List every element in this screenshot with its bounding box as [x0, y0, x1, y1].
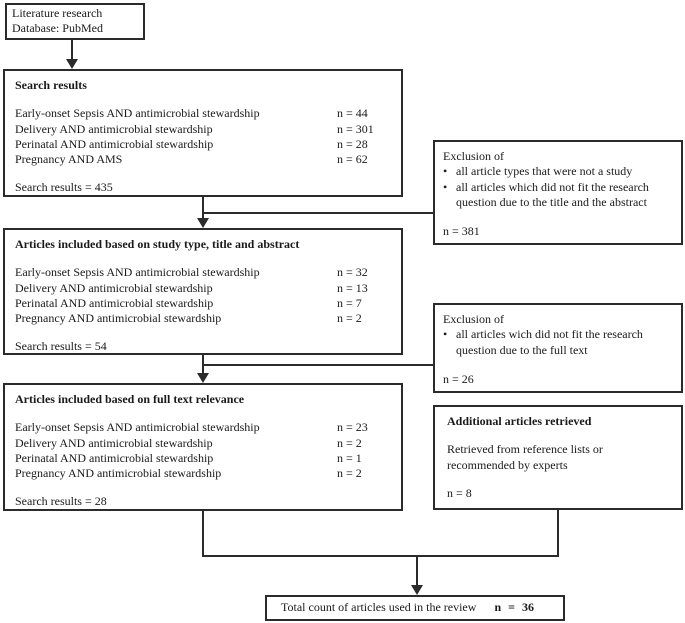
query-count: n = 301 [337, 121, 374, 136]
query-row [15, 265, 393, 280]
additional-articles-box [433, 405, 683, 510]
exclusion-title: Exclusion of [443, 312, 504, 326]
query-label: Perinatal AND antimicrobial stewardship [15, 295, 214, 310]
query-label: Early-onset Sepsis AND antimicrobial stewardship [15, 420, 260, 435]
query-row [15, 281, 393, 296]
additional-articles-body: Retrieved from reference lists or recommended by experts [447, 442, 603, 472]
exclusion-bullet-text: all articles wich did not fit the research question due to the full text [456, 327, 643, 357]
connector-literature-to-search-line [71, 40, 73, 60]
included-title-abstract-summary: Search results = 54 [15, 339, 107, 354]
query-row [15, 466, 393, 481]
exclusion-count: n = 381 [443, 224, 480, 239]
bullet-icon: • [443, 164, 448, 179]
arrow-down-icon [197, 218, 209, 228]
literature-line2: Database: PubMed [12, 21, 103, 36]
query-row [15, 122, 393, 137]
query-row [15, 311, 393, 326]
query-count: n = 2 [337, 466, 362, 481]
query-label: Perinatal AND antimicrobial stewardship [15, 450, 214, 465]
exclusion-count: n = 26 [443, 371, 474, 386]
query-count: n = 28 [337, 136, 368, 151]
query-row [15, 451, 393, 466]
connector-fulltext-down-line [202, 511, 204, 557]
literature-research-box [5, 3, 145, 40]
query-row [15, 420, 393, 435]
query-label: Delivery AND antimicrobial stewardship [15, 121, 213, 136]
bullet-icon: • [443, 327, 448, 342]
total-count-box [265, 595, 565, 621]
arrow-down-icon [66, 59, 78, 69]
query-label: Pregnancy AND antimicrobial stewardship [15, 311, 222, 326]
connector-merge-to-total-line [416, 555, 418, 586]
literature-line1: Literature research [12, 6, 103, 20]
query-row [15, 296, 393, 311]
included-full-text-title: Articles included based on full text relevance [15, 392, 245, 406]
additional-articles-title: Additional articles retrieved [447, 414, 592, 428]
connector-branch-to-exclusion2-line [202, 364, 433, 366]
query-label: Pregnancy AND antimicrobial stewardship [15, 466, 222, 481]
query-count: n = 1 [337, 450, 362, 465]
query-count: n = 62 [337, 152, 368, 167]
query-label: Early-onset Sepsis AND antimicrobial stewardship [15, 265, 260, 280]
query-label: Early-onset Sepsis AND antimicrobial stewardship [15, 106, 260, 121]
arrow-down-icon [197, 373, 209, 383]
exclusion-bullet [443, 180, 679, 211]
exclusion-bullet-text: all article types that were not a study [456, 164, 633, 179]
query-label: Pregnancy AND AMS [15, 152, 123, 167]
included-full-text-box [3, 383, 403, 511]
included-full-text-summary: Search results = 28 [15, 494, 107, 509]
query-count: n = 13 [337, 280, 368, 295]
query-count: n = 7 [337, 295, 362, 310]
query-row [15, 137, 393, 152]
exclusion-title-abstract-box [433, 140, 683, 245]
total-count-label: Total count of articles used in the review [281, 600, 477, 615]
query-count: n = 32 [337, 265, 368, 280]
query-count: n = 23 [337, 420, 368, 435]
additional-articles-count: n = 8 [447, 485, 472, 500]
arrow-down-icon [411, 585, 423, 595]
query-row [15, 106, 393, 121]
included-title-abstract-box [3, 228, 403, 355]
query-label: Perinatal AND antimicrobial stewardship [15, 136, 214, 151]
query-label: Delivery AND antimicrobial stewardship [15, 280, 213, 295]
included-title-abstract-title: Articles included based on study type, title and abstract [15, 237, 300, 251]
total-count-value: n = 36 [494, 600, 534, 615]
exclusion-bullet [443, 327, 679, 358]
exclusion-bullet [443, 164, 679, 179]
search-results-title: Search results [15, 78, 87, 92]
query-row [15, 436, 393, 451]
bullet-icon: • [443, 179, 448, 194]
query-label: Delivery AND antimicrobial stewardship [15, 435, 213, 450]
connector-branch-to-exclusion1-line [202, 212, 433, 214]
connector-merge-line [202, 555, 559, 557]
search-results-summary: Search results = 435 [15, 180, 113, 195]
connector-additional-down-line [557, 510, 559, 557]
exclusion-bullet-text: all articles which did not fit the research question due to the title and the abstract [456, 179, 649, 209]
query-count: n = 2 [337, 435, 362, 450]
exclusion-full-text-box [433, 303, 683, 393]
connector-search-to-included-line [202, 197, 204, 219]
search-results-box [3, 69, 403, 197]
query-count: n = 44 [337, 106, 368, 121]
exclusion-title: Exclusion of [443, 149, 504, 163]
query-count: n = 2 [337, 311, 362, 326]
query-row [15, 152, 393, 167]
